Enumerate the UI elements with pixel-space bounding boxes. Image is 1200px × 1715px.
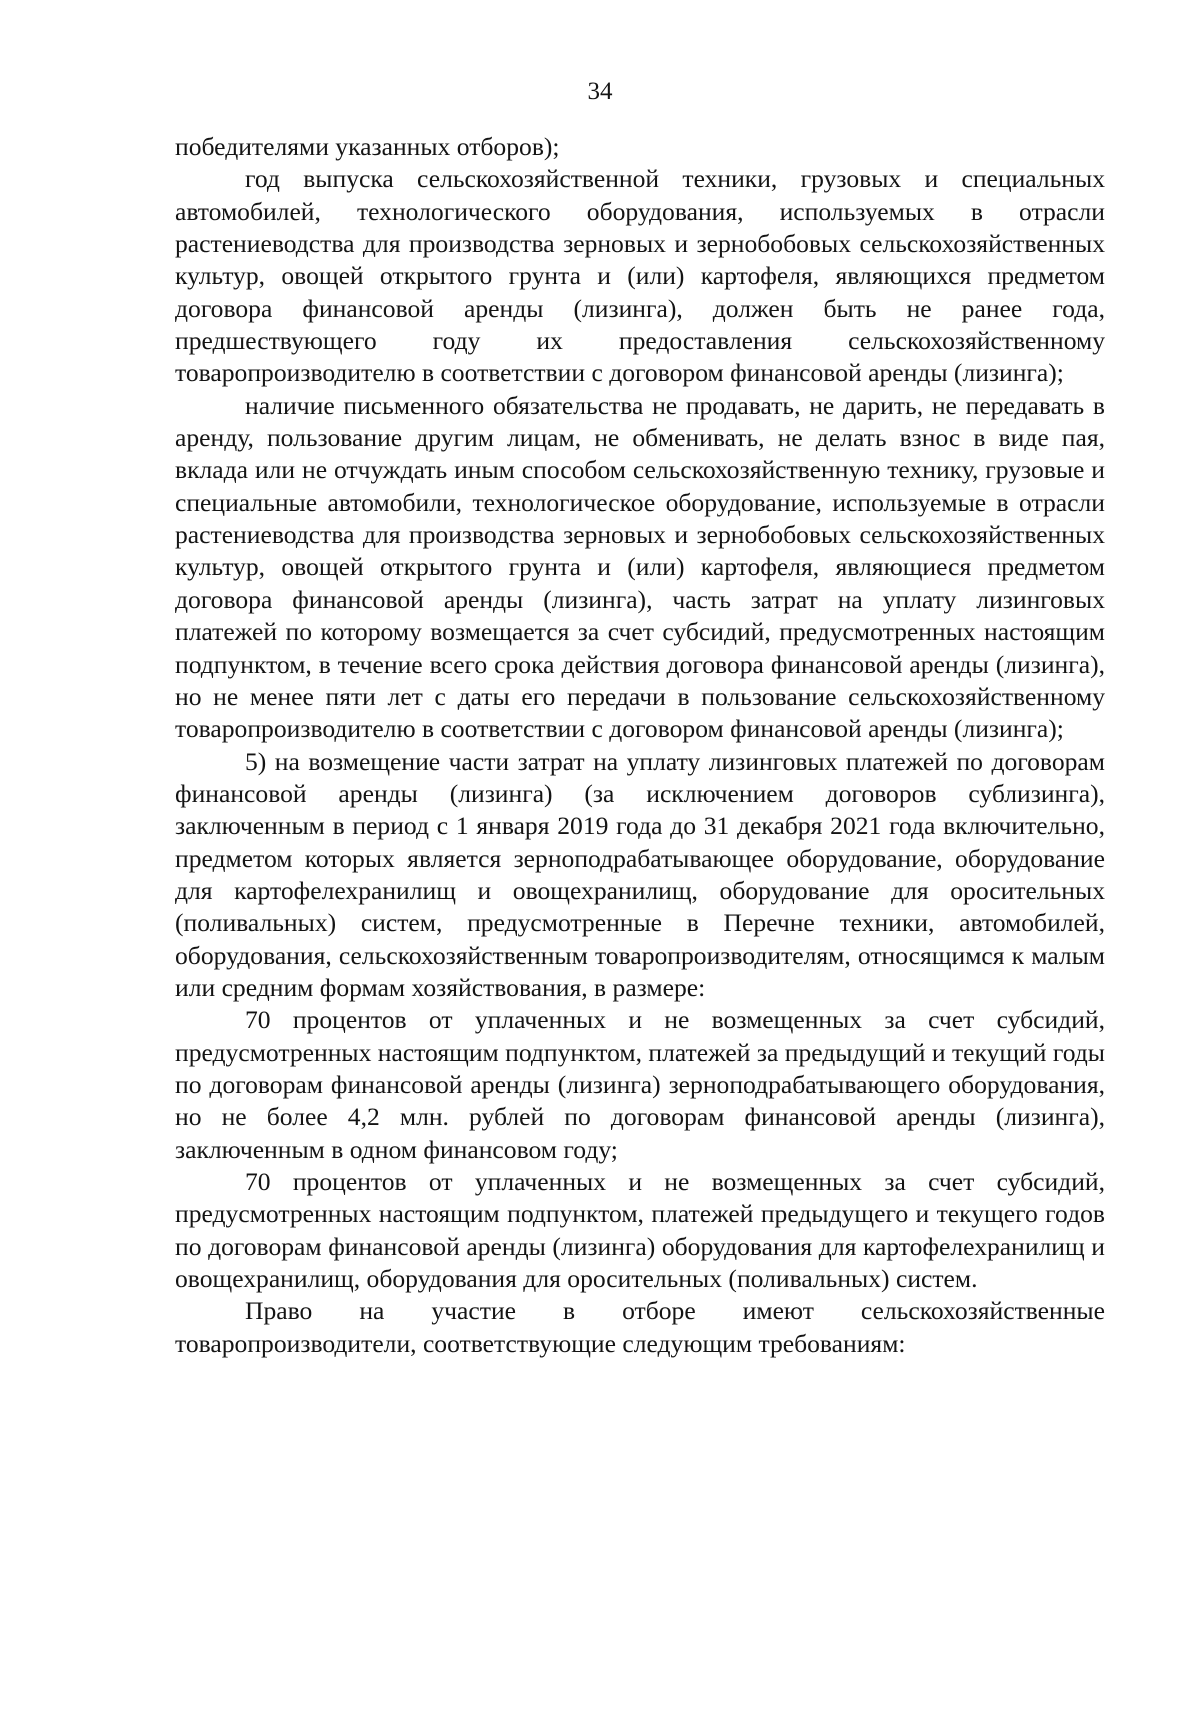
paragraph-70-percent-grain: 70 процентов от уплаченных и не возмещенных за счет субсидий, предусмотренных настоящим подпунктом, платежей за предыдущий и текущий годы по договорам финансовой аренды (лизинга) зерноподрабатывающего оборудования, но не более 4,2 млн. рублей по договорам финансовой аренды (лизинга), заключенным в одном финансовом году;	[175, 1005, 1105, 1164]
page-number: 34	[587, 78, 613, 105]
paragraph-70-percent-storage: 70 процентов от уплаченных и не возмещенных за счет субсидий, предусмотренных настоящим подпунктом, платежей предыдущего и текущего годов по договорам финансовой аренды (лизинга) оборудования для картофелехранилищ и овощехранилищ, оборудования для оросительных (поливальных) систем.	[175, 1167, 1105, 1294]
paragraph-continuation: победителями указанных отборов);	[175, 132, 560, 161]
document-body	[175, 131, 1105, 1360]
paragraph-item-5: 5) на возмещение части затрат на уплату лизинговых платежей по договорам финансовой аренды (лизинга) (за исключением договоров сублизинга), заключенным в период с 1 января 2019 года до 31 декабря 2021 года включительно, предметом которых является зерноподрабатывающее оборудование, оборудование для картофелехранилищ и овощехранилищ, оборудование для оросительных (поливальных) систем, предусмотренные в Перечне техники, автомобилей, оборудования, сельскохозяйственным товаропроизводителям, относящимся к малым или средним формам хозяйствования, в размере:	[175, 746, 1105, 1002]
paragraph-participation-right: Право на участие в отборе имеют сельскохозяйственные товаропроизводители, соответствующие следующим требованиям:	[175, 1296, 1105, 1358]
paragraph-release-year: год выпуска сельскохозяйственной техники, грузовых и специальных автомобилей, технологического оборудования, используемых в отрасли растениеводства для производства зерновых и зернобобовых сельскохозяйственных культур, овощей открытого грунта и (или) картофеля, являющихся предметом договора финансовой аренды (лизинга), должен быть не ранее года, предшествующего году их предоставления сельскохозяйственному товаропроизводителю в соответствии с договором финансовой аренды (лизинга);	[175, 164, 1105, 388]
paragraph-written-obligation: наличие письменного обязательства не продавать, не дарить, не передавать в аренду, пользование другим лицам, не обменивать, не делать взнос в виде пая, вклада или не отчуждать иным способом сельскохозяйственную технику, грузовые и специальные автомобили, технологическое оборудование, используемые в отрасли растениеводства для производства зерновых и зернобобовых сельскохозяйственных культур, овощей открытого грунта и (или) картофеля, являющиеся предметом договора финансовой аренды (лизинга), часть затрат на уплату лизинговых платежей по которому возмещается за счет субсидий, предусмотренных настоящим подпунктом, в течение всего срока действия договора финансовой аренды (лизинга), но не менее пяти лет с даты его передачи в пользование сельскохозяйственному товаропроизводителю в соответствии с договором финансовой аренды (лизинга);	[175, 390, 1105, 744]
